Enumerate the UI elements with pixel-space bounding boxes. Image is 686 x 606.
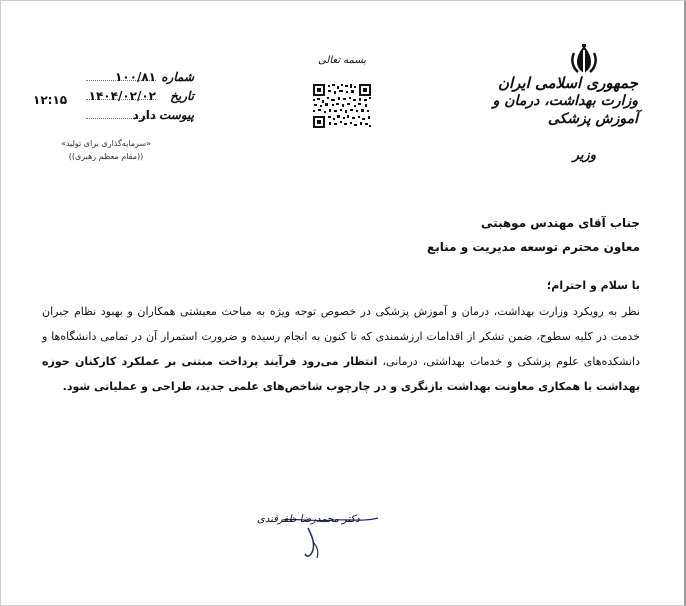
slogan bbox=[56, 137, 156, 163]
signer-name: دکتر محمدرضا ظفرقندی bbox=[257, 514, 360, 525]
qr-code-icon bbox=[312, 83, 372, 129]
letter-number-row bbox=[34, 68, 194, 87]
letter-time: ۱۲:۱۵ bbox=[33, 93, 68, 107]
date-value: ۱۴۰۴/۰۲/۰۲ bbox=[88, 89, 156, 103]
addressee bbox=[427, 211, 640, 259]
letter-body bbox=[42, 299, 640, 399]
bismillah: بسمه تعالی bbox=[317, 55, 367, 66]
attachment-value: دارد bbox=[132, 108, 156, 122]
greeting: با سلام و احترام؛ bbox=[546, 279, 640, 292]
slogan-line-1: «سرمایه‌گذاری برای تولید» bbox=[60, 139, 152, 148]
addressee-name: جناب آقای مهندس موهبتی bbox=[480, 216, 640, 230]
body-paragraph-bold: انتظار می‌رود فرآیند پرداخت مبتنی بر عملکرد کارکنان حوزه بهداشت با همکاری معاونت بهداشت بازنگری و در چارچوب شاخص‌های علمی جدید، طراحی و عملیاتی شود. bbox=[42, 355, 640, 393]
number-label: شماره bbox=[161, 70, 194, 84]
attachment-label: پیوست bbox=[159, 108, 194, 122]
country-name: جمهوری اسلامی ایران bbox=[497, 74, 638, 92]
number-value: ۱۰۰/۸۱ bbox=[114, 70, 156, 84]
addressee-position: معاون محترم توسعه مدیریت و منابع bbox=[427, 240, 640, 254]
date-label: تاریخ bbox=[170, 89, 194, 103]
minister-title: وزیر bbox=[572, 148, 596, 163]
letter-attachment-row bbox=[34, 106, 194, 125]
iran-emblem-icon bbox=[567, 43, 601, 77]
ministry-name: وزارت بهداشت، درمان و آموزش پزشکی bbox=[492, 93, 638, 127]
ministry-heading bbox=[468, 74, 638, 128]
slogan-line-2: ((مقام معظم رهبری)) bbox=[68, 152, 144, 161]
body-paragraph: نظر به رویکرد وزارت بهداشت، درمان و آموزش پزشکی در خصوص توجه ویژه به مباحث معیشتی همکاران و بهبود نظام جبران خدمت در کلیه سطوح، ضمن تشکر از اقدامات ارزشمندی که تا کنون به انجام رسیده و ضرورت استمرار آن در تمامی دانشگاه‌ها و دانشکده‌های علوم پزشکی و خدمات بهداشتی، درمانی، bbox=[42, 305, 640, 368]
